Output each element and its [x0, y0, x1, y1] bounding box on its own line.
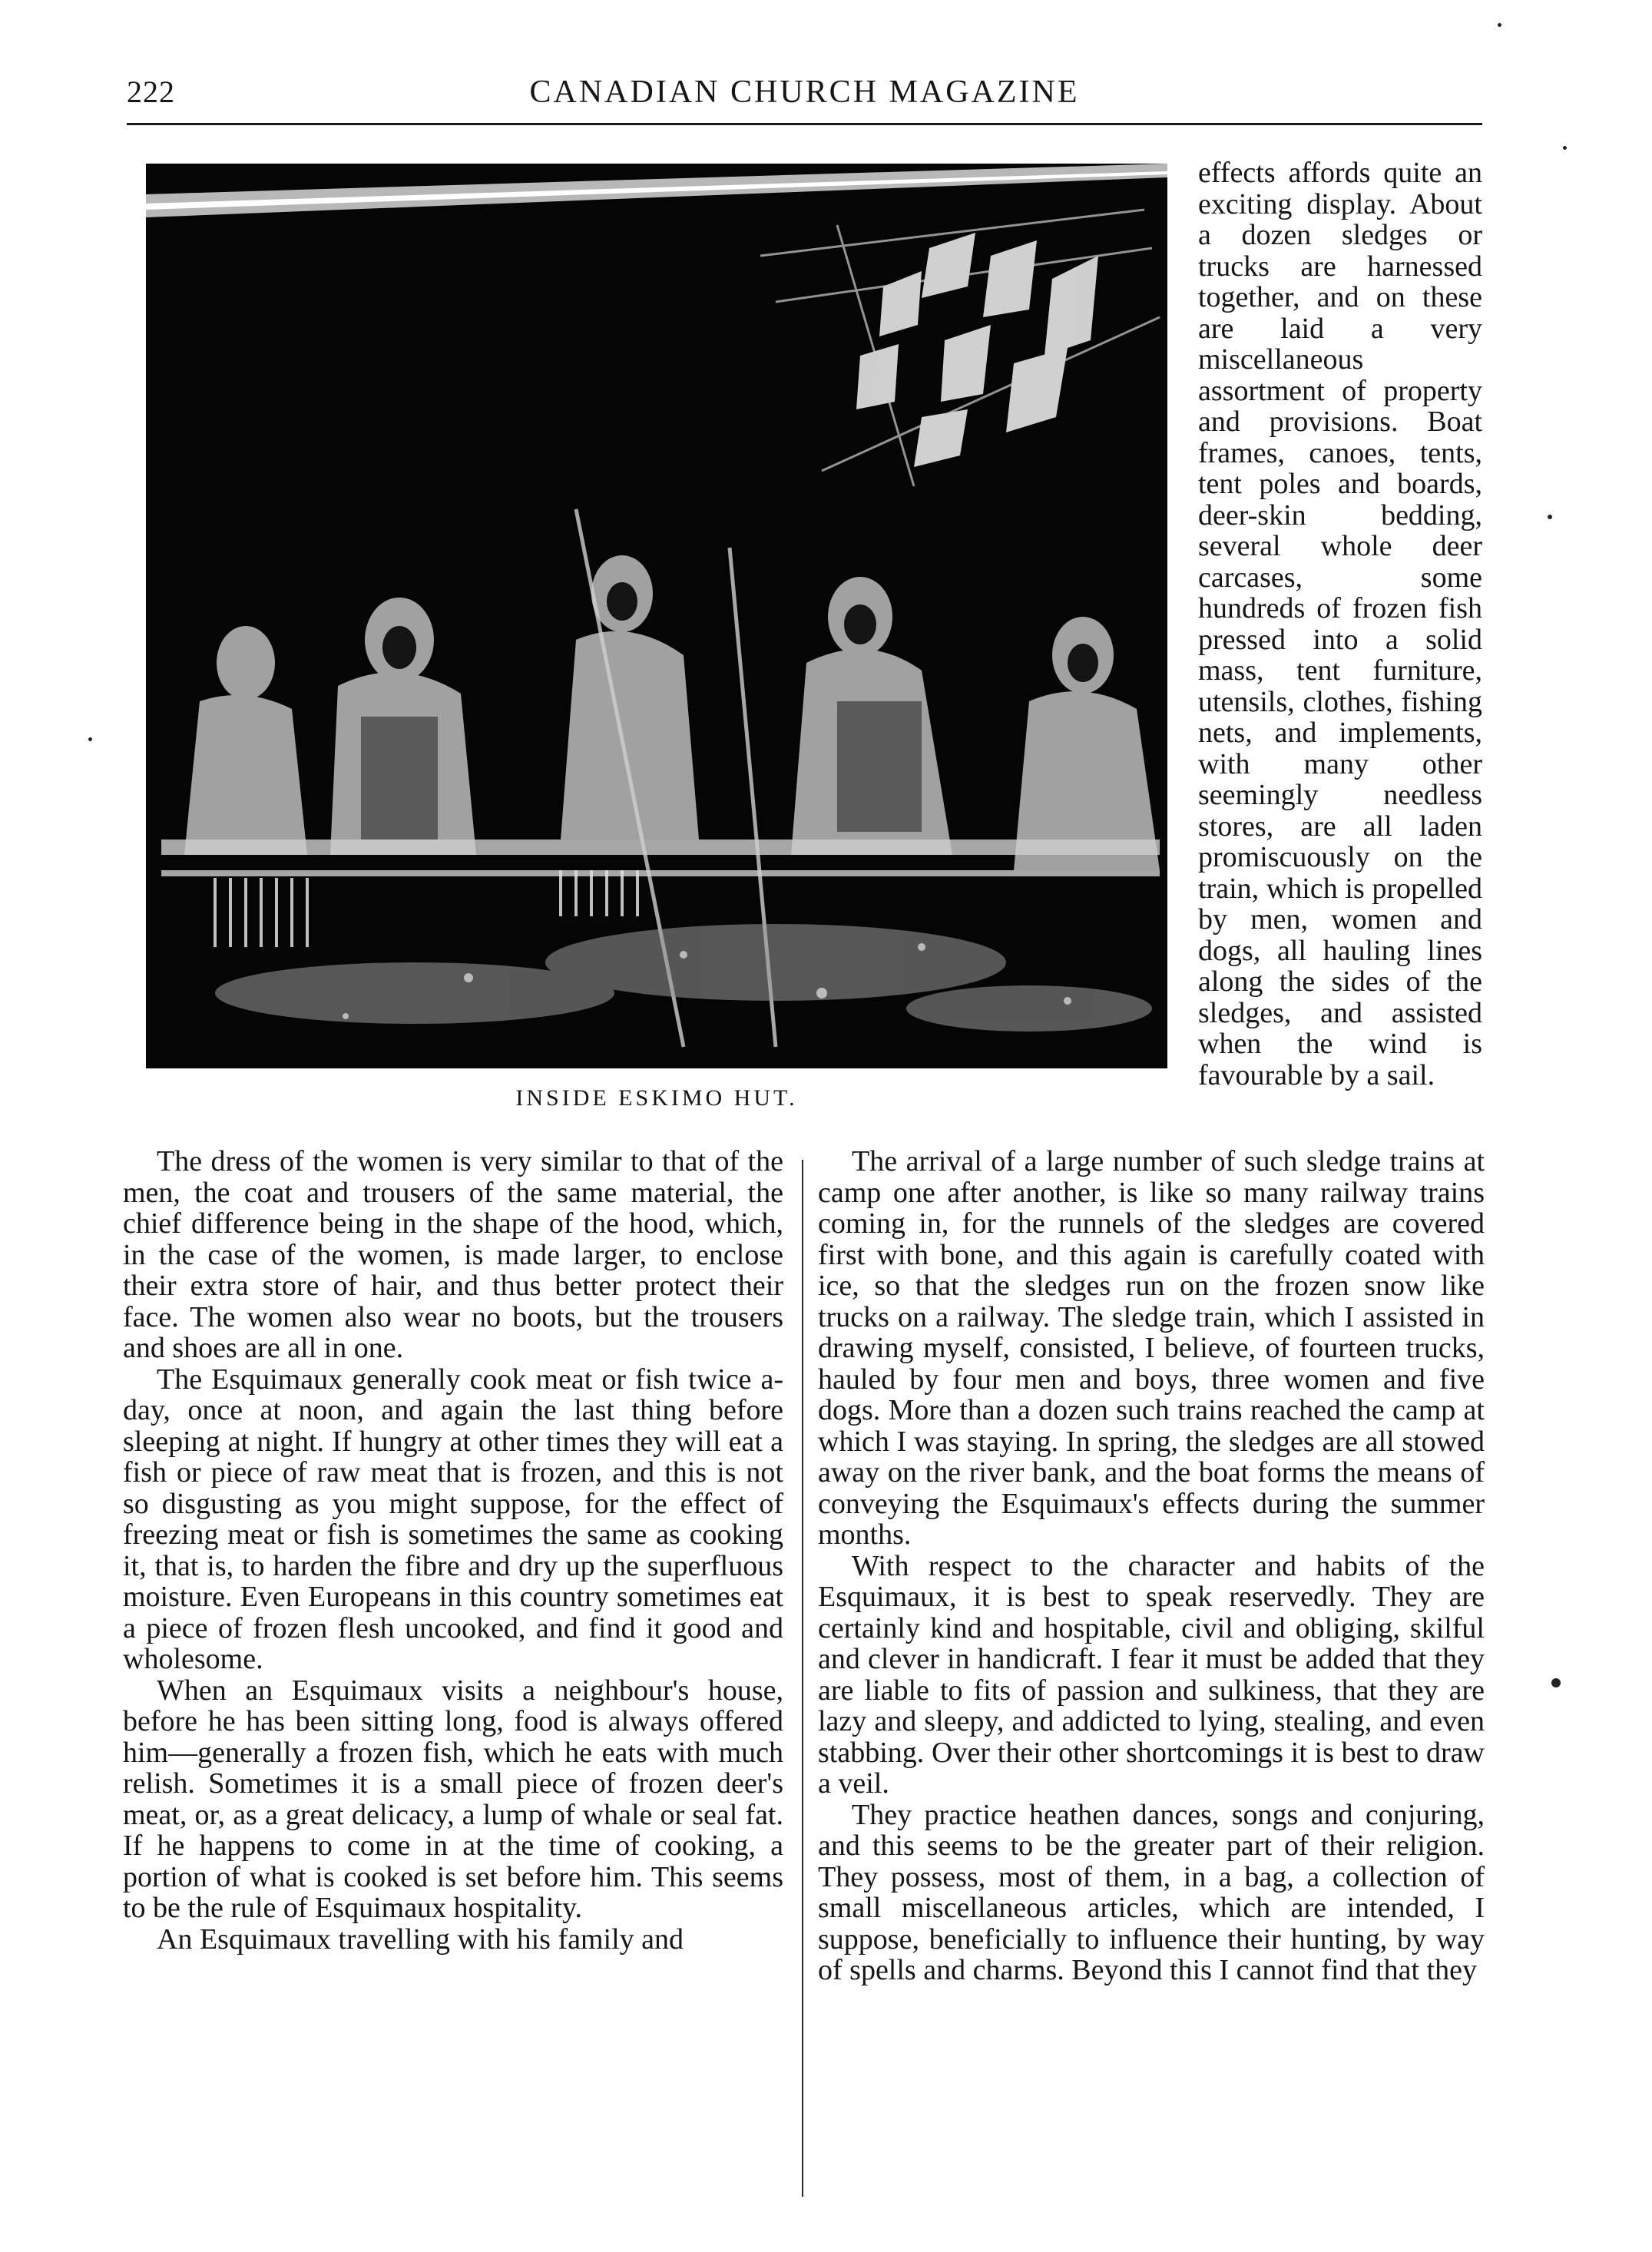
print-speck	[1551, 1678, 1561, 1687]
right-column	[818, 1146, 1485, 1986]
page-header	[127, 68, 1482, 117]
paragraph: The dress of the women is very similar to that of the men, the coat and trousers of the same material, the chief difference being in the shape of the hood, which, in the case of the women, is made larger, to enclose their extra store of hair, and thus better protect their face. The women also wear no boots, but the trousers and shoes are all in one.	[123, 1145, 783, 1364]
print-speck	[1563, 146, 1567, 150]
header-rule	[127, 123, 1482, 125]
engraving-image	[146, 164, 1167, 1068]
paragraph: The Esquimaux generally cook meat or fish twice a-day, once at noon, and again the last thing before sleeping at night. If hungry at other times they will eat a fish or piece of raw meat that is frozen, and this is not so disgusting as you might suppose, for the effect of freezing meat or fish is sometimes the same as cooking it, that is, to harden the fibre and dry up the superfluous moisture. Even Europeans in this country sometimes eat a piece of frozen flesh uncooked, and find it good and wholesome.	[123, 1363, 783, 1675]
paragraph: The arrival of a large number of such sledge trains at camp one after another, is like so many railway trains coming in, for the runnels of the sledges are covered first with bone, and this again is carefully coated with ice, so that the sledges run on the frozen snow like trucks on a railway. The sledge train, which I assisted in drawing myself, consisted, I believe, of fourteen trucks, hauled by four men and boys, three women and five dogs. More than a dozen such trains reached the camp at which I was staying. In spring, the sledges are all stowed away on the river bank, and the boat forms the means of conveying the Esquimaux's effects during the summer months.	[818, 1145, 1485, 1551]
paragraph: With respect to the character and habits of the Esquimaux, it is best to speak reservedly. They are certainly kind and hospitable, civil and obliging, skilful and clever in handicraft. I fear it must be added that they are liable to fits of passion and sulkiness, that they are lazy and sleepy, and addicted to lying, stealing, and even stabbing. Over their other shortcomings it is best to draw a veil.	[818, 1549, 1485, 1800]
column-divider	[802, 1160, 803, 2197]
paragraph: When an Esquimaux visits a neighbour's house, before he has been sitting long, food is always offered him—generally a frozen fish, which he eats with much relish. Sometimes it is a small piece of frozen deer's meat, or, as a great delicacy, a lump of whale or seal fat. If he happens to come in at the time of cooking, a portion of what is cooked is set before him. This seems to be the rule of Esquimaux hospitality.	[123, 1674, 783, 1924]
figure-caption: INSIDE ESKIMO HUT.	[515, 1085, 798, 1111]
paragraph: An Esquimaux travelling with his family and	[157, 1922, 684, 1956]
top-right-column	[1198, 157, 1482, 1091]
eskimo-hut-engraving	[146, 164, 1167, 1068]
paragraph: effects affords quite an exciting display. About a dozen sledges or trucks are harnessed together, and on these are laid a very miscellaneous assortment of property and provisions. Boat frames, canoes, tents, tent poles and boards, deer-skin bedding, several whole deer carcases, some hundreds of frozen fish pressed into a solid mass, tent furniture, utensils, clothes, fishing nets, and implements, with many other seemingly needless stores, are all laden promiscuously on the train, which is propelled by men, women and dogs, all hauling lines along the sides of the sledges, and assisted when the wind is favourable by a sail.	[1198, 157, 1482, 1091]
page-number: 222	[127, 75, 175, 109]
paragraph: They practice heathen dances, songs and conjuring, and this seems to be the greater part of their religion. They possess, most of them, in a bag, a collection of small miscellaneous articles, which are intended, I suppose, beneficially to influence their hunting, by way of spells and charms. Beyond this I cannot find that they	[818, 1798, 1485, 1986]
print-speck	[1498, 23, 1501, 27]
print-speck	[88, 737, 92, 741]
left-column	[123, 1146, 783, 1955]
running-title: CANADIAN CHURCH MAGAZINE	[529, 75, 1080, 110]
print-speck	[1548, 515, 1552, 519]
